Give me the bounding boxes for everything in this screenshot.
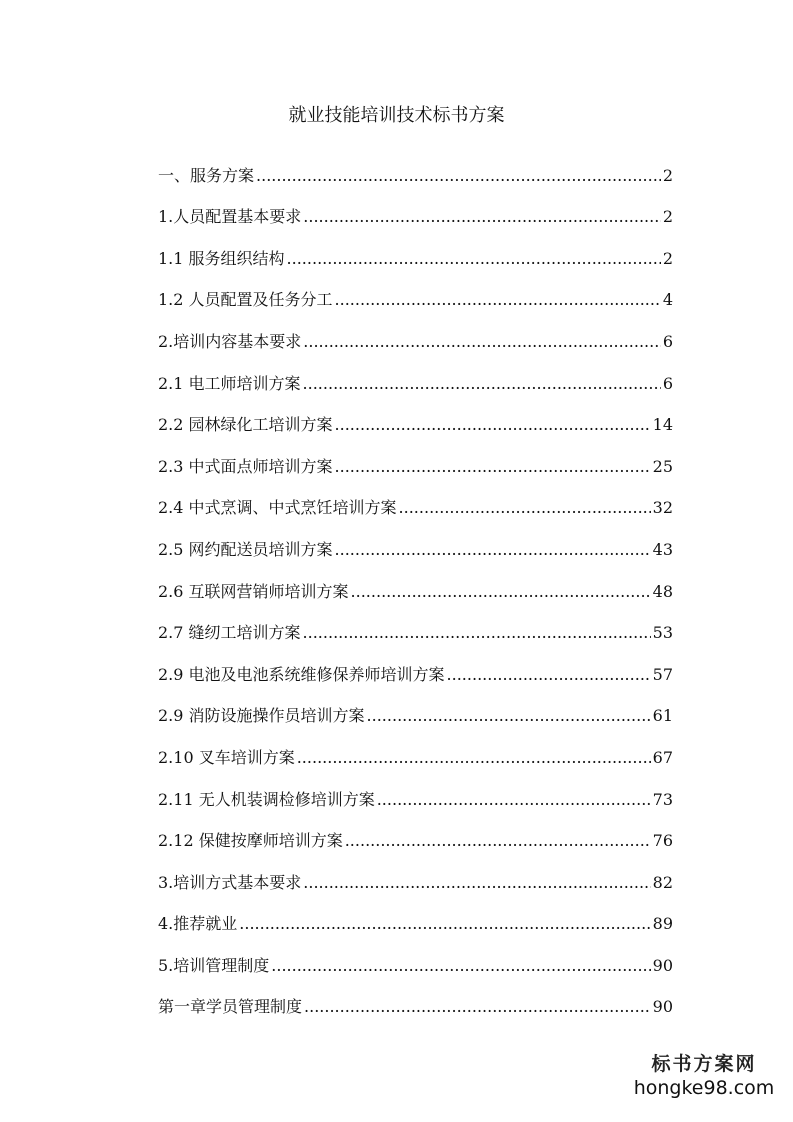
toc-entry-label: 1.2 人员配置及任务分工 [158,290,333,310]
toc-leader-dots [239,912,650,936]
toc-entry-label: 2.4 中式烹调、中式烹饪培训方案 [158,498,397,518]
toc-entry-page: 6 [662,331,673,351]
toc-entry[interactable] [158,687,673,729]
toc-entry-label: 2.12 保健按摩师培训方案 [158,831,343,851]
toc-entry[interactable] [158,853,673,895]
toc-entry-label: 2.9 消防设施操作员培训方案 [158,706,365,726]
toc-entry-page: 90 [652,997,673,1017]
toc-entry[interactable] [158,728,673,770]
toc-leader-dots [335,455,651,479]
toc-leader-dots [399,496,651,520]
toc-entry[interactable] [158,146,673,188]
watermark-url: hongke98.com [633,1077,775,1099]
toc-entry-label: 2.5 网约配送员培训方案 [158,539,333,559]
toc-leader-dots [303,205,661,229]
toc-leader-dots [287,247,661,271]
toc-leader-dots [447,663,651,687]
toc-entry-page: 76 [652,831,673,851]
toc-entry-label: 2.6 互联网营销师培训方案 [158,581,349,601]
toc-entry-page: 73 [652,789,673,809]
toc-entry-label: 2.3 中式面点师培训方案 [158,456,333,476]
toc-entry-label: 2.2 园林绿化工培训方案 [158,415,333,435]
toc-entry-label: 一、服务方案 [158,165,255,185]
site-watermark [629,1052,779,1100]
toc-entry[interactable] [158,604,673,646]
watermark-name: 标书方案网 [651,1053,757,1075]
toc-leader-dots [335,288,661,312]
toc-entry-page: 82 [652,872,673,892]
toc-entry[interactable] [158,645,673,687]
toc-entry-page: 67 [652,747,673,767]
toc-entry[interactable] [158,188,673,230]
toc-entry[interactable] [158,354,673,396]
toc-leader-dots [297,746,651,770]
toc-entry-label: 2.11 无人机装调检修培训方案 [158,789,375,809]
toc-entry[interactable] [158,520,673,562]
toc-entry[interactable] [158,229,673,271]
toc-entry[interactable] [158,978,673,1020]
toc-entry-page: 32 [652,498,673,518]
toc-entry[interactable] [158,812,673,854]
toc-entry-page: 2 [662,207,673,227]
toc-entry-page: 61 [652,706,673,726]
toc-entry[interactable] [158,770,673,812]
toc-leader-dots [303,871,650,895]
toc-entry-label: 1.1 服务组织结构 [158,248,285,268]
toc-entry-label: 2.1 电工师培训方案 [158,373,301,393]
toc-entry-label: 2.9 电池及电池系统维修保养师培训方案 [158,664,445,684]
toc-entry-label: 4.推荐就业 [158,914,238,934]
toc-leader-dots [256,164,661,188]
toc-entry-page: 25 [652,456,673,476]
toc-leader-dots [335,538,651,562]
toc-entry-page: 89 [652,914,673,934]
toc-leader-dots [345,829,651,853]
toc-entry[interactable] [158,562,673,604]
toc-leader-dots [367,704,651,728]
toc-entry-label: 2.10 叉车培训方案 [158,747,295,767]
toc-entry[interactable] [158,437,673,479]
toc-entry[interactable] [158,271,673,313]
toc-entry[interactable] [158,936,673,978]
toc-entry-page: 53 [652,623,673,643]
toc-entry-page: 43 [652,539,673,559]
toc-leader-dots [303,621,651,645]
toc-entry-page: 48 [652,581,673,601]
toc-leader-dots [303,372,661,396]
toc-entry[interactable] [158,312,673,354]
toc-leader-dots [377,788,651,812]
toc-leader-dots [303,330,661,354]
toc-entry-page: 2 [662,165,673,185]
toc-entry-page: 4 [662,290,673,310]
toc-entry[interactable] [158,479,673,521]
toc-entry-label: 1.人员配置基本要求 [158,207,302,227]
toc-entry[interactable] [158,895,673,937]
toc-leader-dots [271,954,650,978]
toc-entry-label: 第一章学员管理制度 [158,997,303,1017]
toc-entry-label: 5.培训管理制度 [158,955,270,975]
toc-entry-label: 3.培训方式基本要求 [158,872,302,892]
table-of-contents [158,146,673,1019]
toc-leader-dots [335,413,651,437]
toc-entry-page: 2 [662,248,673,268]
toc-entry-page: 57 [652,664,673,684]
toc-entry-page: 6 [662,373,673,393]
document-title: 就业技能培训技术标书方案 [288,105,505,126]
toc-leader-dots [304,995,651,1019]
toc-leader-dots [351,580,651,604]
toc-entry-page: 14 [652,415,673,435]
toc-entry-label: 2.培训内容基本要求 [158,331,302,351]
toc-entry-page: 90 [652,955,673,975]
toc-entry[interactable] [158,396,673,438]
toc-entry-label: 2.7 缝纫工培训方案 [158,623,301,643]
